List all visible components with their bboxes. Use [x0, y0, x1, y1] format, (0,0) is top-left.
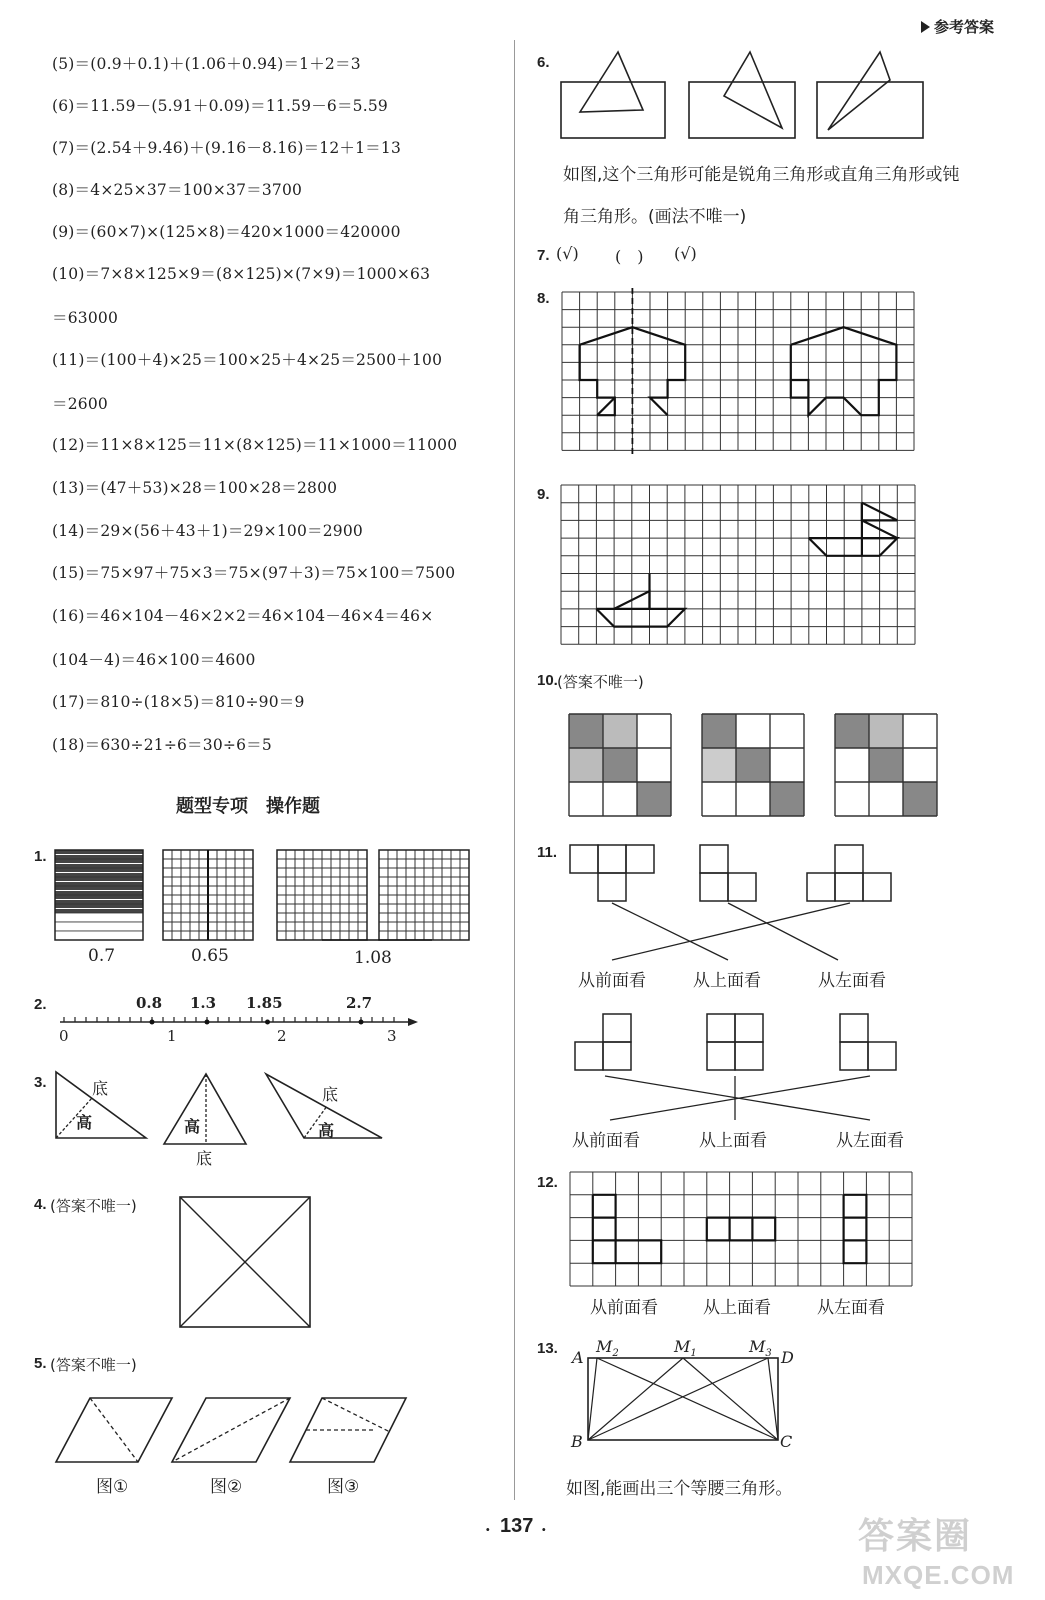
q10-shaded-cell [603, 714, 637, 748]
equation-7: (7)＝(2.54＋9.46)＋(9.16－8.16)＝12＋1＝13 [52, 139, 401, 157]
q11-square [840, 1042, 868, 1070]
q13-m2-letter: M [596, 1337, 613, 1356]
q11-view-3b: 从左面看 [836, 1131, 904, 1151]
watermark-url: MXQE.COM [862, 1560, 1015, 1590]
q4-note: (答案不唯一) [50, 1197, 137, 1215]
q5-fig-2: 图② [210, 1477, 243, 1497]
q12-view-3: 从左面看 [817, 1298, 885, 1318]
q5-note: (答案不唯一) [50, 1356, 137, 1374]
q6-text-1: 如图,这个三角形可能是锐角三角形或直角三角形或钝 [563, 165, 960, 185]
equation-9: (9)＝(60×7)×(125×8)＝420×1000＝420000 [52, 223, 401, 241]
q13-m2-sub: 2 [612, 1348, 619, 1360]
q12-front-view [593, 1195, 661, 1263]
q11-square [863, 873, 891, 901]
q10-note: (答案不唯一) [557, 673, 644, 691]
q6-number: 6. [537, 54, 550, 71]
q11-view-1a: 从前面看 [578, 971, 646, 991]
q2-arrow-icon [408, 1018, 418, 1026]
q12-left-view [844, 1195, 867, 1263]
q11-view-1b: 从前面看 [572, 1131, 640, 1151]
q2-top-value-4: 2.7 [346, 994, 373, 1012]
page-number-dot-right: · [541, 1520, 547, 1539]
q1-label-2: 0.65 [191, 946, 229, 966]
q3-base-3: 底 [322, 1085, 339, 1104]
q11-square [707, 1014, 735, 1042]
q2-top-value-1: 0.8 [136, 994, 163, 1012]
q1-label-3: 1.08 [354, 948, 392, 968]
q11-square [735, 1042, 763, 1070]
q13-m1-letter: M [674, 1337, 691, 1356]
q11-square [570, 845, 598, 873]
q11-link [612, 903, 728, 960]
q11-square [575, 1042, 603, 1070]
q3-height-3: 高 [318, 1121, 335, 1140]
q13-point-A: A [572, 1348, 584, 1367]
q2-number: 2. [34, 996, 47, 1013]
q1-number: 1. [34, 848, 47, 865]
page-number: 137 [500, 1515, 534, 1537]
q2-point [359, 1020, 364, 1025]
equation-5: (5)＝(0.9＋0.1)＋(1.06＋0.94)＝1＋2＝3 [52, 55, 361, 73]
q2-tick-2: 2 [277, 1027, 287, 1045]
q11-square [707, 1042, 735, 1070]
q11-square [598, 845, 626, 873]
equation-17: (17)＝810÷(18×5)＝810÷90＝9 [52, 693, 305, 711]
q13-point-M3 [749, 1337, 772, 1359]
watermark-logo: 答案圈 [858, 1516, 973, 1557]
page-number-dot-left: · [485, 1520, 491, 1539]
q10-shaded-cell [835, 714, 869, 748]
q3-number: 3. [34, 1074, 47, 1091]
q2-tick-0: 0 [59, 1027, 69, 1045]
q12-view-1: 从前面看 [590, 1298, 658, 1318]
q6-text-2: 角三角形。(画法不唯一) [563, 207, 747, 227]
q8-number: 8. [537, 290, 550, 307]
q2-top-value-3: 1.85 [246, 994, 283, 1012]
q13-text: 如图,能画出三个等腰三角形。 [566, 1479, 793, 1499]
q2-point [150, 1020, 155, 1025]
q13-rectangle [0, 0, 1, 1]
q2-point [265, 1020, 270, 1025]
equation-11-cont: ＝2600 [52, 395, 108, 413]
q13-point-M1 [674, 1337, 697, 1359]
q11-square [603, 1014, 631, 1042]
q11-square [868, 1042, 896, 1070]
q13-number: 13. [537, 1340, 558, 1357]
q1-strip [55, 931, 143, 940]
q11-square [603, 1042, 631, 1070]
q9-small-hull [596, 609, 685, 627]
q7-answer-2: ( ) [615, 247, 644, 266]
q10-shaded-cell [702, 714, 736, 748]
q10-shaded-cell [603, 748, 637, 782]
q13-m1-sub: 1 [690, 1348, 697, 1360]
equation-13: (13)＝(47＋53)×28＝100×28＝2800 [52, 479, 338, 497]
q5-fig-3: 图③ [327, 1477, 360, 1497]
equation-10-cont: ＝63000 [52, 309, 119, 327]
q3-base-2: 底 [196, 1149, 213, 1168]
q10-shaded-cell [569, 714, 603, 748]
q3-height-2: 高 [184, 1117, 201, 1136]
q13-point-B: B [571, 1432, 583, 1451]
section-title: 题型专项 操作题 [176, 796, 320, 817]
q3-base-1: 底 [92, 1079, 109, 1098]
q10-number: 10. [537, 672, 558, 689]
q11-square [728, 873, 756, 901]
q12-front-inner2 [593, 1240, 616, 1263]
q11-square [807, 873, 835, 901]
q13-m3-sub: 3 [765, 1348, 772, 1360]
q11-square [626, 845, 654, 873]
q11-square [835, 873, 863, 901]
q10-shaded-cell [903, 782, 937, 816]
q12-top-view [707, 1218, 775, 1241]
q2-point [205, 1020, 210, 1025]
q4-number: 4. [34, 1196, 47, 1213]
equation-10: (10)＝7×8×125×9＝(8×125)×(7×9)＝1000×63 [52, 265, 431, 283]
equation-15: (15)＝75×97＋75×3＝75×(97＋3)＝75×100＝7500 [52, 564, 456, 582]
q9-number: 9. [537, 486, 550, 503]
q12-number: 12. [537, 1174, 558, 1191]
q11-view-3a: 从左面看 [818, 971, 886, 991]
q11-view-2a: 从上面看 [693, 971, 761, 991]
q10-shaded-cell [869, 748, 903, 782]
equation-16: (16)＝46×104－46×2×2＝46×104－46×4＝46× [52, 607, 434, 625]
equation-8: (8)＝4×25×37＝100×37＝3700 [52, 181, 303, 199]
q7-answer-1: (√) [556, 244, 579, 263]
q1-label-1: 0.7 [88, 946, 116, 966]
q11-link [612, 903, 850, 960]
q11-square [700, 845, 728, 873]
q10-shaded-cell [736, 748, 770, 782]
q13-m3-letter: M [749, 1337, 766, 1356]
q5-fig-1: 图① [96, 1477, 129, 1497]
q7-answer-3: (√) [674, 244, 697, 263]
q11-square [840, 1014, 868, 1042]
q11-square [735, 1014, 763, 1042]
header-label: 参考答案 [934, 18, 995, 36]
q2-tick-3: 3 [387, 1027, 397, 1045]
q13-point-D: D [781, 1348, 794, 1367]
q12-view-2: 从上面看 [703, 1298, 771, 1318]
q11-link [728, 903, 838, 960]
q10-shaded-cell [637, 782, 671, 816]
q10-shaded-cell [702, 748, 736, 782]
equation-16-cont: (104－4)＝46×100＝4600 [52, 651, 256, 669]
q11-square [598, 873, 626, 901]
q2-top-value-2: 1.3 [190, 994, 217, 1012]
equation-12: (12)＝11×8×125＝11×(8×125)＝11×1000＝11000 [52, 436, 458, 454]
q2-tick-1: 1 [167, 1027, 177, 1045]
q1-strip [55, 913, 143, 922]
q7-number: 7. [537, 247, 550, 264]
q11-view-2b: 从上面看 [699, 1131, 767, 1151]
equation-6: (6)＝11.59－(5.91＋0.09)＝11.59－6＝5.59 [52, 97, 388, 115]
q9-big-hull [809, 538, 898, 556]
q10-shaded-cell [770, 782, 804, 816]
q11-square [835, 845, 863, 873]
q5-number: 5. [34, 1355, 47, 1372]
q13-point-C: C [780, 1432, 793, 1451]
equation-18: (18)＝630÷21÷6＝30÷6＝5 [52, 736, 272, 754]
q8-shape-left-c [597, 398, 615, 416]
q11-square [700, 873, 728, 901]
q11-number: 11. [537, 844, 558, 861]
header-arrow-icon [921, 21, 930, 33]
q13-point-M2 [596, 1337, 619, 1359]
q10-shaded-cell [569, 748, 603, 782]
q10-shaded-cell [869, 714, 903, 748]
equation-14: (14)＝29×(56＋43＋1)＝29×100＝2900 [52, 522, 363, 540]
q1-strip [55, 922, 143, 931]
column-divider [514, 40, 515, 1500]
equation-11: (11)＝(100＋4)×25＝100×25＋4×25＝2500＋100 [52, 351, 443, 369]
q3-height-1: 高 [76, 1113, 93, 1132]
